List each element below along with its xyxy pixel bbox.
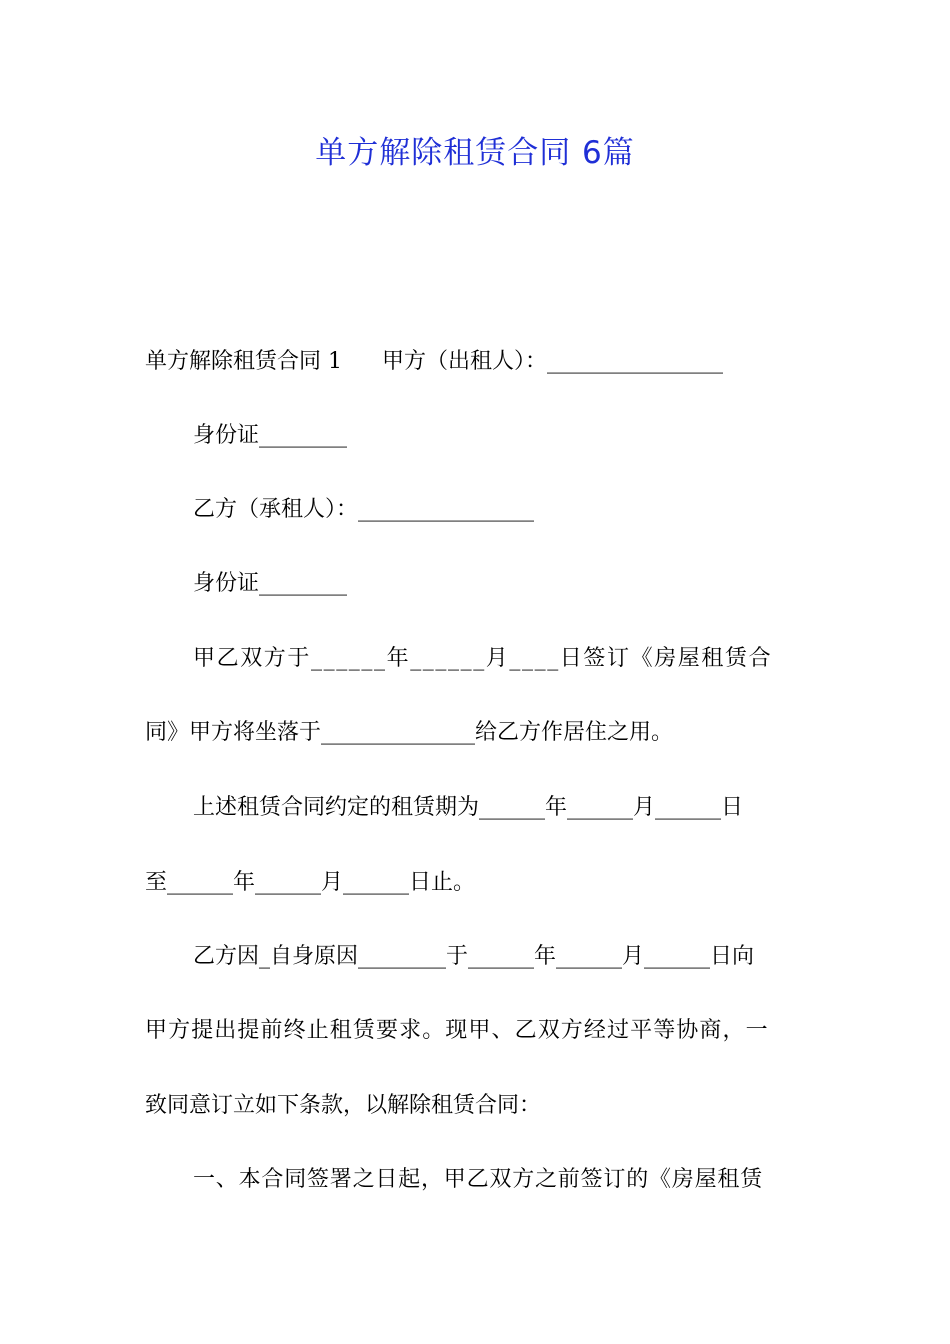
paragraph-line: 一、本合同签署之日起，甲乙双方之前签订的《房屋租赁 <box>193 1167 764 1192</box>
paragraph-line: 甲乙双方于______年______月____日签订《房屋租赁合 <box>193 646 773 671</box>
document-title: 单方解除租赁合同 6篇 <box>315 135 635 171</box>
paragraph-line: 甲方提出提前终止租赁要求。现甲、乙双方经过平等协商，一 <box>145 1018 769 1043</box>
paragraph-line: 乙方因_自身原因________于______年______月______日向 <box>193 944 755 969</box>
party-b-id-line: 身份证________ <box>193 571 348 596</box>
paragraph-line: 上述租赁合同约定的租赁期为______年______月______日 <box>193 795 744 820</box>
contract-number-label: 单方解除租赁合同 1 <box>145 349 342 374</box>
party-a-id-line: 身份证________ <box>193 423 348 448</box>
party-a-label: 甲方（出租人）：________________ <box>382 349 724 374</box>
paragraph-line: 致同意订立如下条款，以解除租赁合同： <box>145 1093 542 1118</box>
paragraph-line: 至______年______月______日止。 <box>145 870 476 895</box>
paragraph-line: 同》甲方将坐落于______________给乙方作居住之用。 <box>145 720 674 745</box>
party-b-line: 乙方（承租人）：________________ <box>193 497 535 522</box>
contract-heading-line <box>145 345 805 379</box>
